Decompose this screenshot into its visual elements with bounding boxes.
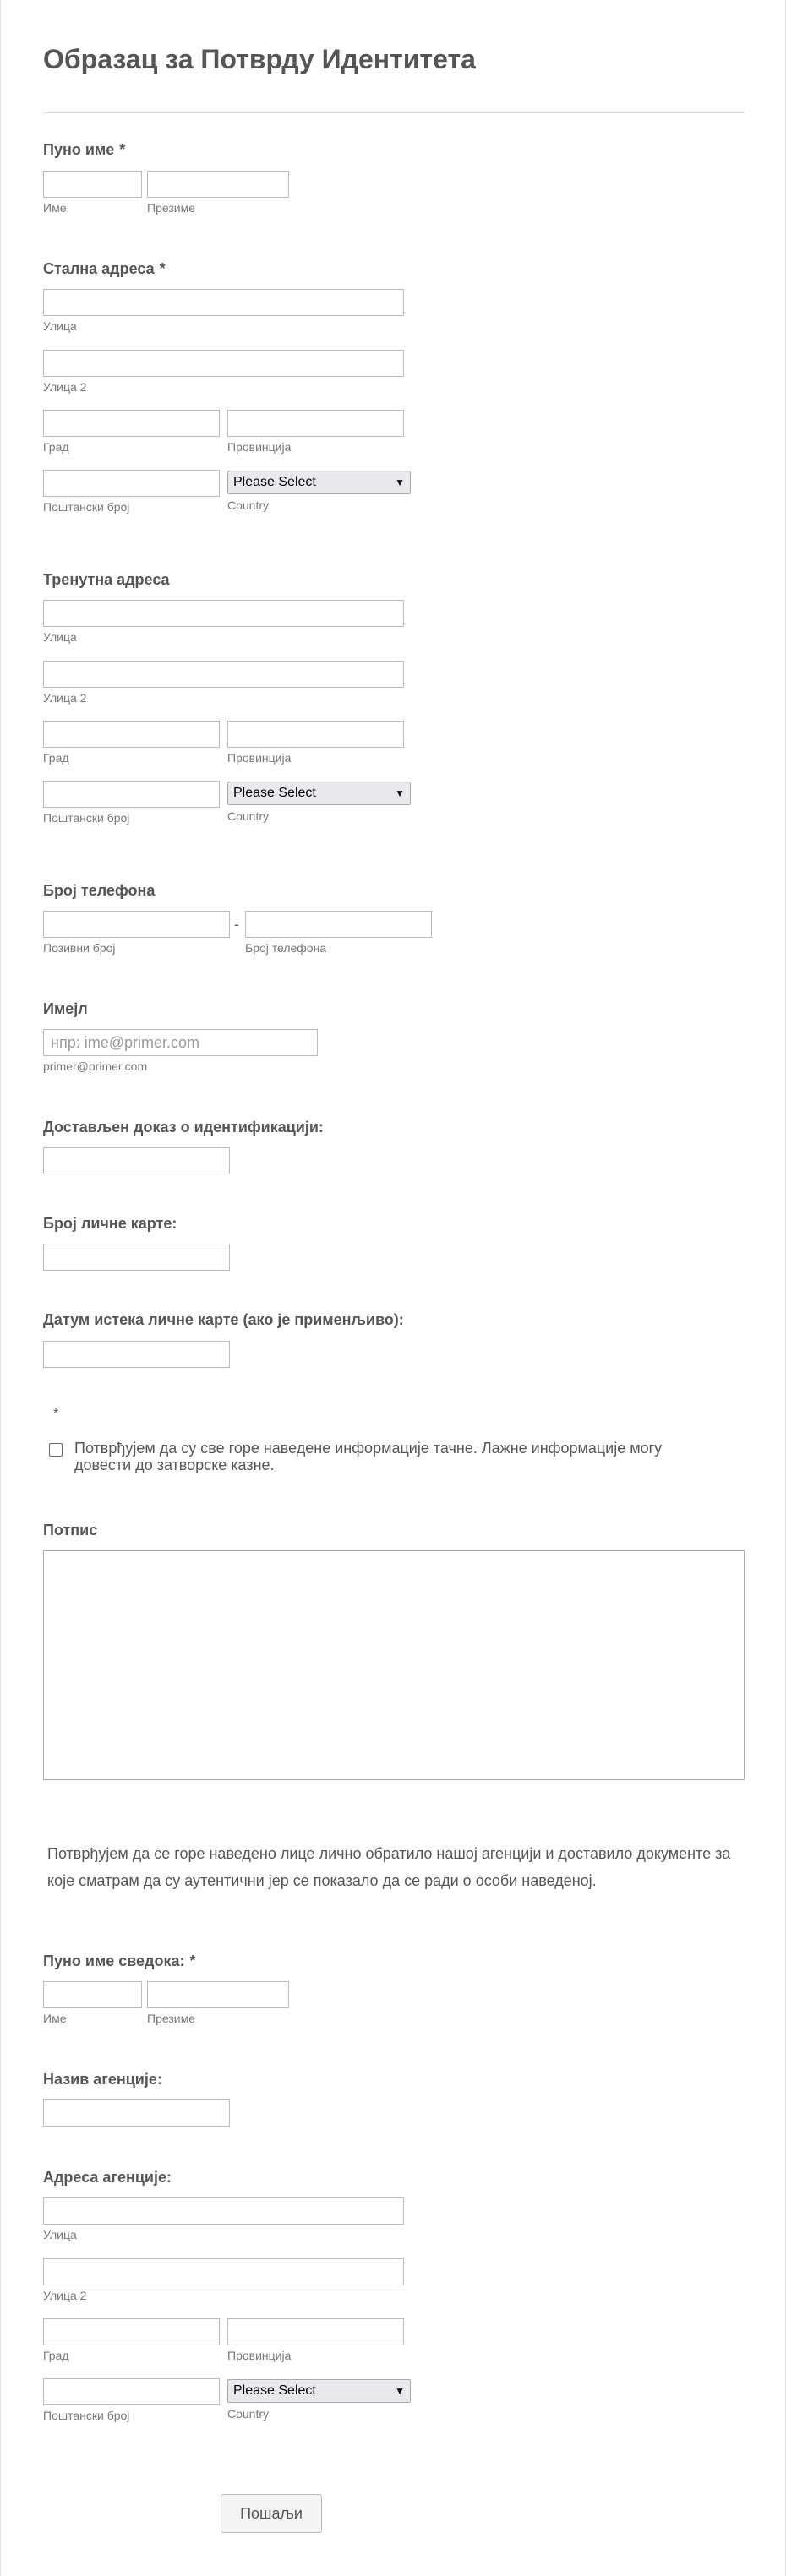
agency-street-sublabel: Улица bbox=[43, 2228, 77, 2241]
permanent-address-label-text: Стална адреса bbox=[43, 260, 155, 277]
current-city-sublabel: Град bbox=[43, 751, 69, 765]
permanent-province-input[interactable] bbox=[227, 410, 404, 437]
permanent-address-label bbox=[43, 260, 166, 278]
select-value: Please Select bbox=[233, 786, 316, 800]
witness-name-label bbox=[43, 1952, 196, 1970]
phone-number-sublabel: Број телефона bbox=[245, 941, 327, 955]
agency-city-sublabel: Град bbox=[43, 2349, 69, 2362]
agency-province-sublabel: Провинција bbox=[227, 2349, 292, 2362]
agency-country-select[interactable] bbox=[227, 2379, 411, 2403]
witness-first-name-sublabel: Име bbox=[43, 2012, 67, 2025]
permanent-street2-input[interactable] bbox=[43, 350, 404, 377]
id-proof-label: Достављен доказ о идентификацији: bbox=[43, 1119, 324, 1136]
last-name-input[interactable] bbox=[147, 171, 289, 198]
permanent-province-sublabel: Провинција bbox=[227, 440, 292, 454]
chevron-down-icon: ▼ bbox=[395, 477, 405, 488]
confirmation-text: Потврђујем да се горе наведено лице лично обратило нашој агенцији и доставило документе за које сматрам да су аутентични јер се показало да се ради о особи наведеној. bbox=[47, 1845, 731, 1889]
agency-name-input[interactable] bbox=[43, 2099, 230, 2127]
first-name-sublabel: Име bbox=[43, 201, 67, 215]
consent-text: Потврђујем да су све горе наведене информације тачне. Лажне информације могу довести до затворске казне. bbox=[74, 1440, 663, 1473]
current-postal-sublabel: Поштански број bbox=[43, 811, 130, 825]
current-street-input[interactable] bbox=[43, 600, 404, 627]
current-province-sublabel: Провинција bbox=[227, 751, 292, 765]
current-street-sublabel: Улица bbox=[43, 630, 77, 644]
required-mark: * bbox=[189, 1952, 196, 1969]
agency-postal-input[interactable] bbox=[43, 2378, 220, 2405]
agency-postal-sublabel: Поштански број bbox=[43, 2409, 130, 2422]
current-country-sublabel: Country bbox=[227, 809, 270, 823]
current-province-input[interactable] bbox=[227, 721, 404, 748]
permanent-street-sublabel: Улица bbox=[43, 319, 77, 333]
email-sublabel: primer@primer.com bbox=[43, 1059, 148, 1073]
permanent-city-sublabel: Град bbox=[43, 440, 69, 454]
witness-name-label-text: Пуно име сведока: bbox=[43, 1952, 185, 1969]
required-mark: * bbox=[159, 260, 166, 277]
current-postal-input[interactable] bbox=[43, 781, 220, 808]
id-expiry-label: Датум истека личне карте (ако је применљиво): bbox=[43, 1311, 404, 1328]
agency-province-input[interactable] bbox=[227, 2318, 404, 2345]
area-code-input[interactable] bbox=[43, 911, 230, 938]
id-proof-input[interactable] bbox=[43, 1147, 230, 1174]
signature-label: Потпис bbox=[43, 1522, 98, 1539]
current-street2-input[interactable] bbox=[43, 661, 404, 688]
id-expiry-input[interactable] bbox=[43, 1341, 230, 1368]
area-code-sublabel: Позивни број bbox=[43, 941, 116, 955]
agency-city-input[interactable] bbox=[43, 2318, 220, 2345]
first-name-input[interactable] bbox=[43, 171, 142, 198]
agency-street2-sublabel: Улица 2 bbox=[43, 2289, 87, 2302]
full-name-label bbox=[43, 141, 125, 159]
chevron-down-icon: ▼ bbox=[395, 2385, 405, 2397]
current-address-label: Тренутна адреса bbox=[43, 571, 170, 588]
full-name-label-text: Пуно име bbox=[43, 141, 115, 158]
select-value: Please Select bbox=[233, 2383, 316, 2398]
submit-button[interactable]: Пошаљи bbox=[221, 2494, 322, 2533]
agency-address-label: Адреса агенције: bbox=[43, 2169, 172, 2186]
email-label: Имејл bbox=[43, 1000, 88, 1017]
permanent-country-sublabel: Country bbox=[227, 498, 270, 512]
signature-pad[interactable] bbox=[43, 1550, 745, 1780]
phone-dash: - bbox=[234, 916, 239, 933]
id-number-label: Број личне карте: bbox=[43, 1215, 177, 1232]
witness-first-name-input[interactable] bbox=[43, 1981, 142, 2008]
title-divider bbox=[43, 112, 745, 113]
current-country-select[interactable] bbox=[227, 782, 411, 805]
agency-country-sublabel: Country bbox=[227, 2407, 270, 2421]
agency-street-input[interactable] bbox=[43, 2197, 404, 2225]
permanent-postal-input[interactable] bbox=[43, 470, 220, 497]
agency-name-label: Назив агенције: bbox=[43, 2071, 162, 2088]
chevron-down-icon: ▼ bbox=[395, 787, 405, 799]
current-city-input[interactable] bbox=[43, 721, 220, 748]
witness-last-name-input[interactable] bbox=[147, 1981, 289, 2008]
select-value: Please Select bbox=[233, 475, 316, 489]
email-input[interactable] bbox=[43, 1029, 318, 1056]
permanent-country-select[interactable] bbox=[227, 471, 411, 494]
consent-checkbox[interactable] bbox=[49, 1443, 63, 1457]
last-name-sublabel: Презиме bbox=[147, 201, 195, 215]
phone-label: Број телефона bbox=[43, 882, 156, 899]
witness-last-name-sublabel: Презиме bbox=[147, 2012, 195, 2025]
consent-required-mark: * bbox=[53, 1407, 59, 1421]
permanent-street-input[interactable] bbox=[43, 289, 404, 316]
permanent-city-input[interactable] bbox=[43, 410, 220, 437]
phone-number-input[interactable] bbox=[245, 911, 432, 938]
permanent-street2-sublabel: Улица 2 bbox=[43, 380, 87, 394]
page-title: Образац за Потврду Идентитета bbox=[43, 44, 476, 74]
id-number-input[interactable] bbox=[43, 1244, 230, 1271]
current-street2-sublabel: Улица 2 bbox=[43, 691, 87, 705]
agency-street2-input[interactable] bbox=[43, 2258, 404, 2285]
required-mark: * bbox=[119, 141, 126, 158]
permanent-postal-sublabel: Поштански број bbox=[43, 500, 130, 514]
